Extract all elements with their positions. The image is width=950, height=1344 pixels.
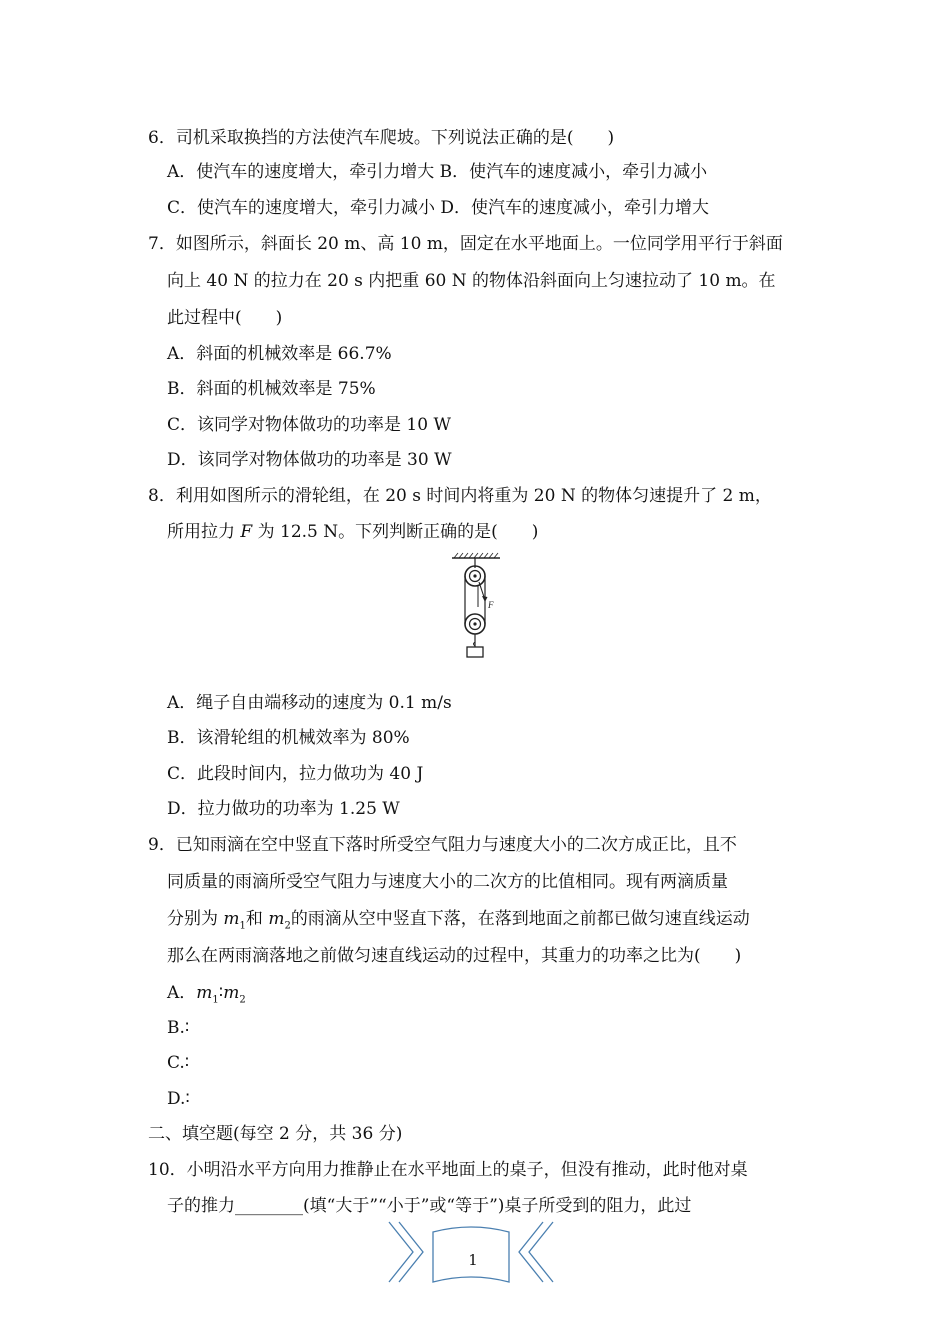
force-label: F [488, 600, 494, 610]
q9-option-c: C.∶ [167, 1053, 190, 1073]
q7-option-c: C．该同学对物体做功的功率是 10 W [167, 415, 451, 435]
q10-stem-line2: 子的推力________(填“大于”“小于”或“等于”)桌子所受到的阻力，此过 [167, 1196, 692, 1216]
q7-option-a: A．斜面的机械效率是 66.7% [167, 344, 392, 364]
q9-stem-line3 [167, 907, 750, 938]
option-a-m1: m [196, 983, 213, 1003]
q6-options-ab: A．使汽车的速度增大，牵引力增大 B．使汽车的速度减小，牵引力减小 [167, 162, 708, 182]
mass-m2-sub: 2 [284, 920, 291, 932]
q9-stem-line2: 同质量的雨滴所受空气阻力与速度大小的二次方的比值相同。现有两滴质量 [167, 872, 728, 892]
q6-stem: 6．司机采取换挡的方法使汽车爬坡。下列说法正确的是( ) [148, 128, 615, 148]
q10-stem-line1: 10．小明沿水平方向用力推静止在水平地面上的桌子，但没有推动，此时他对桌 [148, 1160, 748, 1180]
q9-line3-and: 和 [245, 909, 269, 929]
option-a-m2: m [223, 983, 240, 1003]
ceiling-hatch [454, 553, 498, 558]
q8-stem-line2 [167, 520, 538, 544]
q9-stem-line4: 那么在两雨滴落地之前做匀速直线运动的过程中，其重力的功率之比为( ) [167, 946, 742, 966]
q8-option-a: A．绳子自由端移动的速度为 0.1 m/s [167, 693, 452, 713]
q6-options-cd: C．使汽车的速度增大，牵引力减小 D．使汽车的速度减小，牵引力增大 [167, 198, 710, 218]
section-2-heading: 二、填空题(每空 2 分，共 36 分) [148, 1124, 403, 1144]
q9-option-a-label: A． [167, 983, 197, 1003]
mass-m1: m [223, 909, 240, 929]
ratio-separator: ∶ [218, 983, 224, 1003]
q7-stem-line3: 此过程中( ) [167, 308, 283, 328]
mass-m2: m [268, 909, 285, 929]
q9-option-b: B.∶ [167, 1018, 190, 1038]
page-number: 1 [468, 1251, 478, 1269]
q8-stem-line2-post: 为 12.5 N。下列判断正确的是( ) [252, 522, 539, 542]
q8-option-c: C．此段时间内，拉力做功为 40 J [167, 764, 424, 784]
option-a-m2-sub: 2 [239, 994, 246, 1006]
q8-stem-line2-pre: 所用拉力 [167, 522, 241, 542]
q7-stem-line1: 7．如图所示，斜面长 20 m、高 10 m，固定在水平地面上。一位同学用平行于斜面 [148, 234, 783, 254]
q8-force-variable: F [240, 522, 253, 542]
q7-stem-line2: 向上 40 N 的拉力在 20 s 内把重 60 N 的物体沿斜面向上匀速拉动了 10 m。在 [167, 271, 776, 291]
q9-line3-pre: 分别为 [167, 909, 224, 929]
q9-option-d: D.∶ [167, 1089, 190, 1109]
q9-stem-line1: 9．已知雨滴在空中竖直下落时所受空气阻力与速度大小的二次方成正比，且不 [148, 835, 737, 855]
force-arrow [482, 596, 488, 602]
pulley-system-figure [448, 552, 508, 660]
mass-m1-sub: 1 [239, 920, 246, 932]
option-a-m1-sub: 1 [212, 994, 219, 1006]
q8-option-d: D．拉力做功的功率为 1.25 W [167, 799, 400, 819]
q9-option-a [167, 981, 246, 1012]
q7-option-d: D．该同学对物体做功的功率是 30 W [167, 450, 452, 470]
q9-line3-post: 的雨滴从空中竖直下落，在落到地面之前都已做匀速直线运动 [290, 909, 750, 929]
weight-block [467, 647, 483, 657]
q7-option-b: B．斜面的机械效率是 75% [167, 379, 376, 399]
q8-option-b: B．该滑轮组的机械效率为 80% [167, 728, 410, 748]
q8-stem-line1: 8．利用如图所示的滑轮组，在 20 s 时间内将重为 20 N 的物体匀速提升了 2 m， [148, 486, 772, 506]
